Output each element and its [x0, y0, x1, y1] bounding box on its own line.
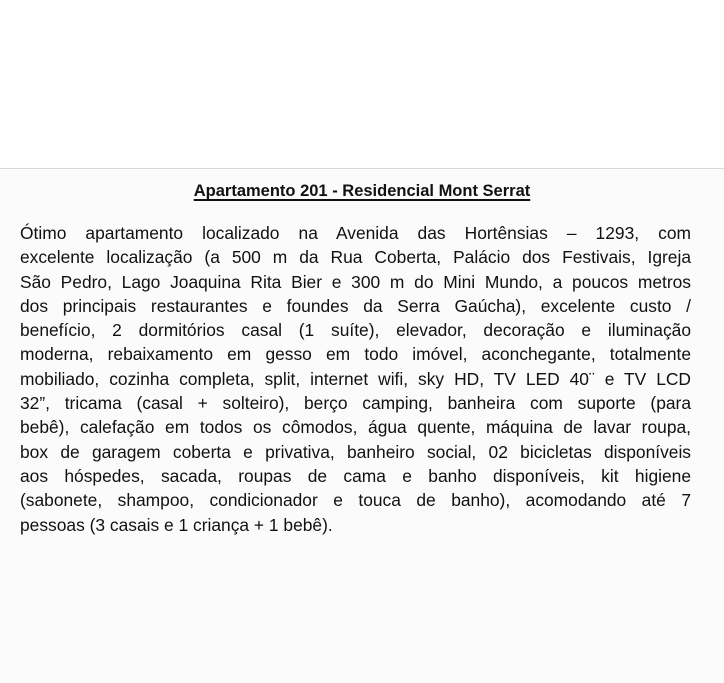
body-line: pessoas (3 casais e 1 criança + 1 bebê).	[20, 514, 333, 535]
body-line: mobiliado, cozinha completa, split, internet wifi, sky HD, TV LED 40¨ e TV LCD	[20, 368, 691, 389]
document-title	[0, 180, 724, 202]
body-line: Ótimo apartamento localizado na Avenida das Hortênsias – 1293, com	[20, 223, 691, 243]
document-title-text: Apartamento 201 - Residencial Mont Serrat	[193, 182, 531, 200]
body-line: benefício, 2 dormitórios casal (1 suíte), elevador, decoração e iluminação	[20, 320, 691, 341]
body-line: dos principais restaurantes e foundes da Serra Gaúcha), excelente custo /	[20, 295, 691, 316]
document-body	[20, 221, 691, 537]
body-line: bebê), calefação em todos os cômodos, água quente, máquina de lavar roupa,	[20, 417, 691, 438]
body-line: moderna, rebaixamento em gesso em todo imóvel, aconchegante, totalmente	[20, 344, 691, 365]
body-line: São Pedro, Lago Joaquina Rita Bier e 300 m do Mini Mundo, a poucos metros	[20, 271, 691, 292]
body-line: (sabonete, shampoo, condicionador e touca de banho), acomodando até 7	[20, 490, 691, 511]
body-line: aos hóspedes, sacada, roupas de cama e banho disponíveis, kit higiene	[20, 465, 691, 486]
body-line: box de garagem coberta e privativa, banheiro social, 02 bicicletas disponíveis	[20, 441, 691, 462]
blank-header-area	[0, 0, 724, 168]
body-line: excelente localização (a 500 m da Rua Coberta, Palácio dos Festivais, Igreja	[20, 247, 691, 268]
body-line: 32”, tricama (casal + solteiro), berço camping, banheira com suporte (para	[20, 393, 691, 414]
